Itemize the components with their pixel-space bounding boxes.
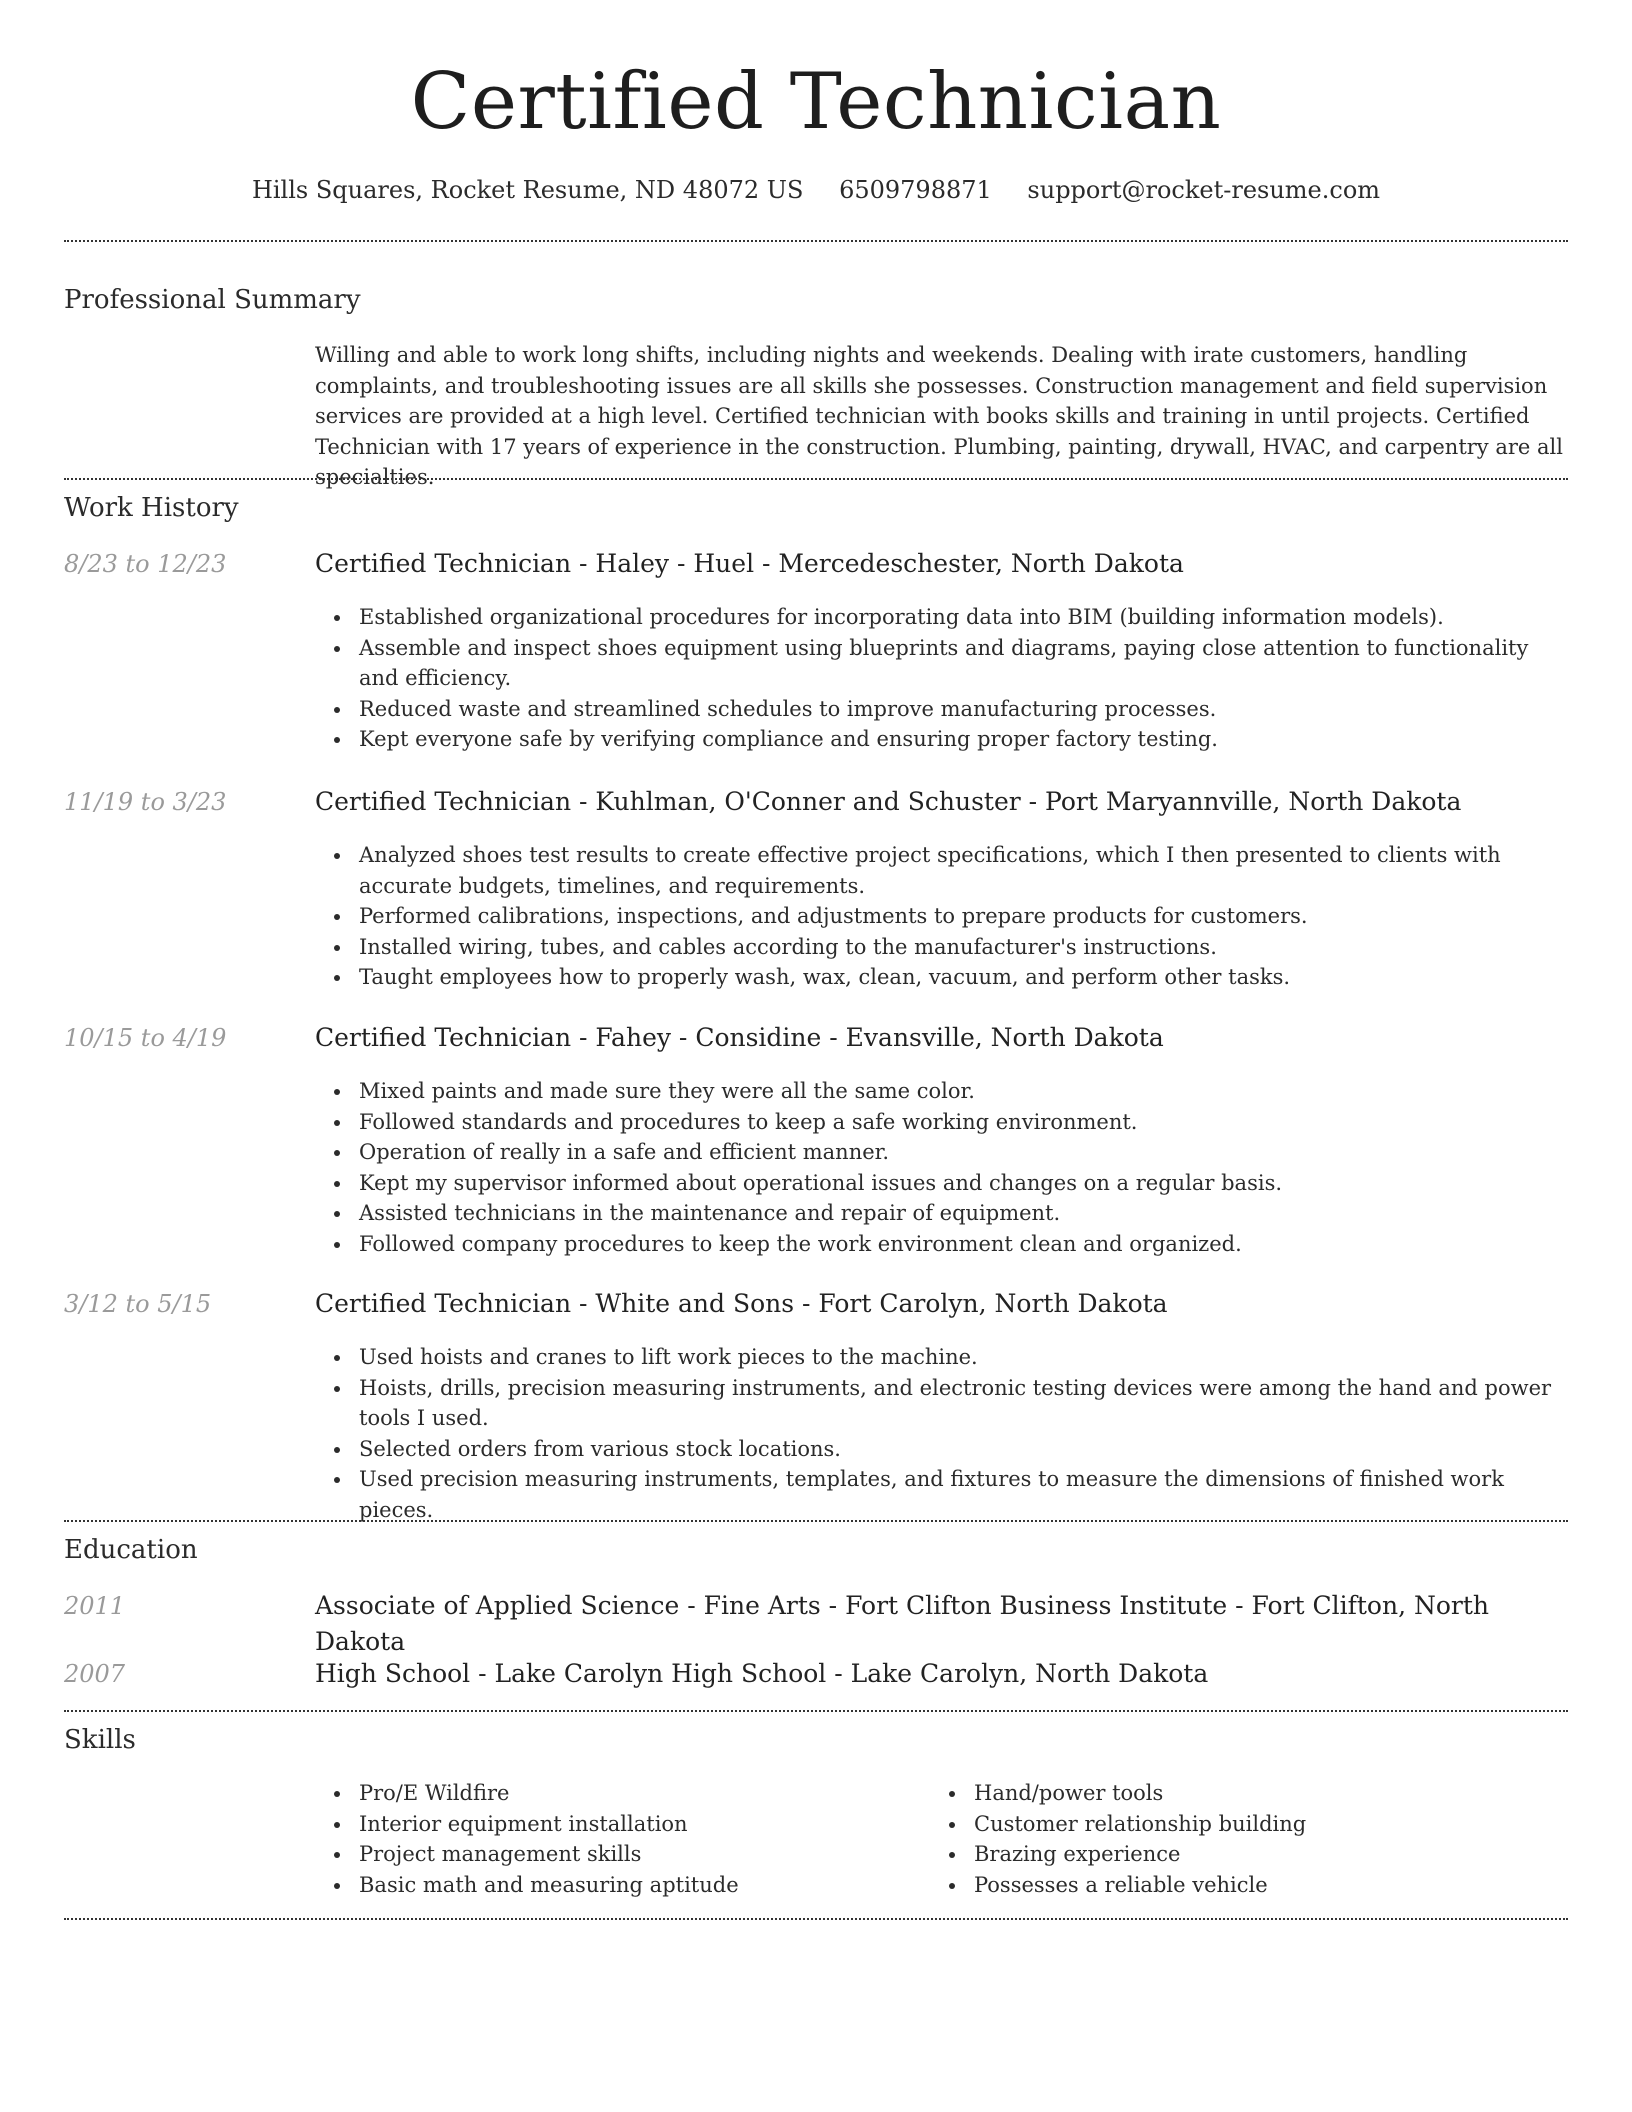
list-item: Hoists, drills, precision measuring instruments, and electronic testing devices were among the hand and power tools I used. [359,1373,1568,1434]
education-heading: Education [64,1535,198,1565]
list-item: Operation of really in a safe and efficient manner. [359,1137,1568,1168]
skills-heading: Skills [64,1725,136,1755]
section-divider [64,1918,1568,1920]
job-title: Certified Technician - White and Sons - Fort Carolyn, North Dakota [315,1289,1168,1318]
job-bullets [315,1076,1568,1259]
job-title: Certified Technician - Kuhlman, O'Conner and Schuster - Port Maryannville, North Dakota [315,787,1462,816]
skills-list-right [930,1778,1520,1900]
list-item: Kept my supervisor informed about operational issues and changes on a regular basis. [359,1168,1568,1199]
job-bullets [315,840,1568,993]
job-dates: 8/23 to 12/23 [64,550,227,578]
list-item: Kept everyone safe by verifying compliance and ensuring proper factory testing. [359,724,1568,755]
education-year: 2007 [64,1660,126,1688]
skill-item: Brazing experience [974,1839,1520,1870]
education-year: 2011 [64,1592,126,1620]
skill-item: Customer relationship building [974,1809,1520,1840]
list-item: Mixed paints and made sure they were all the same color. [359,1076,1568,1107]
job-dates: 11/19 to 3/23 [64,788,227,816]
skill-item: Interior equipment installation [359,1809,905,1840]
list-item: Performed calibrations, inspections, and adjustments to prepare products for customers. [359,901,1568,932]
summary-text: Willing and able to work long shifts, including nights and weekends. Dealing with irate customers, handling complaints, and troubleshooting issues are all skills she possesses. Construction management and field supervision services are provided at a high level. Certified technician with books skills and training in until projects. Certified Technician with 17 years of experience in the construction. Plumbing, painting, drywall, HVAC, and carpentry are all specialties. [315,343,1563,489]
list-item: Used hoists and cranes to lift work pieces to the machine. [359,1342,1568,1373]
list-item: Used precision measuring instruments, templates, and fixtures to measure the dimensions of finished work pieces. [359,1464,1568,1525]
job-dates: 10/15 to 4/19 [64,1024,227,1052]
list-item: Assemble and inspect shoes equipment using blueprints and diagrams, paying close attention to functionality and efficiency. [359,633,1568,694]
skill-item: Basic math and measuring aptitude [359,1870,905,1901]
job-title: Certified Technician - Haley - Huel - Mercedeschester, North Dakota [315,549,1184,578]
skill-item: Pro/E Wildfire [359,1778,905,1809]
list-item: Followed standards and procedures to keep a safe working environment. [359,1107,1568,1138]
list-item: Selected orders from various stock locations. [359,1434,1568,1465]
contact-address: Hills Squares, Rocket Resume, ND 48072 US [251,176,804,204]
list-item: Established organizational procedures for incorporating data into BIM (building information models). [359,602,1568,633]
list-item: Assisted technicians in the maintenance and repair of equipment. [359,1198,1568,1229]
job-dates: 3/12 to 5/15 [64,1290,212,1318]
job-bullets [315,602,1568,755]
skill-item: Possesses a reliable vehicle [974,1870,1520,1901]
skills-list-left [315,1778,905,1900]
list-item: Reduced waste and streamlined schedules to improve manufacturing processes. [359,694,1568,725]
list-item: Installed wiring, tubes, and cables according to the manufacturer's instructions. [359,932,1568,963]
skill-item: Project management skills [359,1839,905,1870]
contact-line [64,170,1568,210]
summary-heading: Professional Summary [64,285,361,315]
candidate-name: Certified Technician [410,57,1222,147]
job-title: Certified Technician - Fahey - Considine - Evansville, North Dakota [315,1023,1164,1052]
section-divider [64,478,1568,480]
list-item: Followed company procedures to keep the work environment clean and organized. [359,1229,1568,1260]
contact-email[interactable]: support@rocket-resume.com [1027,176,1381,204]
section-divider [64,1520,1568,1522]
skill-item: Hand/power tools [974,1778,1520,1809]
section-divider [64,240,1568,242]
contact-phone: 6509798871 [839,176,992,204]
list-item: Analyzed shoes test results to create effective project specifications, which I then presented to clients with accurate budgets, timelines, and requirements. [359,840,1568,901]
list-item: Taught employees how to properly wash, wax, clean, vacuum, and perform other tasks. [359,962,1568,993]
section-divider [64,1710,1568,1712]
job-bullets [315,1342,1568,1525]
education-entry: Associate of Applied Science - Fine Arts - Fort Clifton Business Institute - Fort Clifton, North Dakota [315,1591,1489,1656]
education-entry: High School - Lake Carolyn High School - Lake Carolyn, North Dakota [315,1659,1209,1688]
work-history-heading: Work History [64,493,239,523]
